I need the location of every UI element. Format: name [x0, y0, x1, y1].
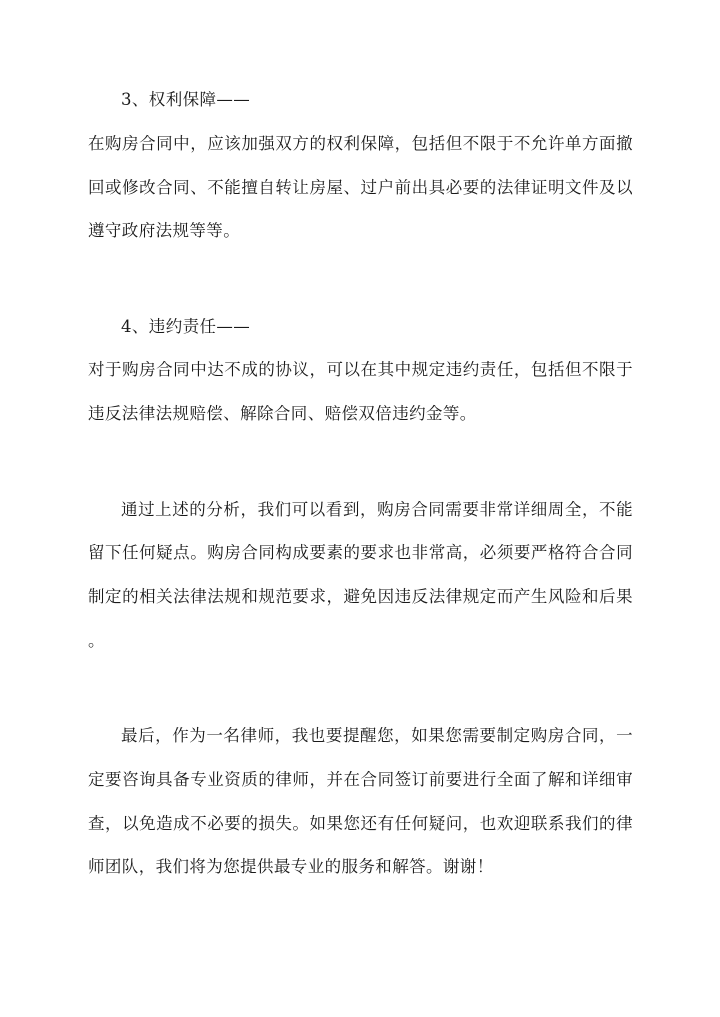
- paragraph-line: 。: [88, 631, 105, 650]
- paragraph-line: 最后，作为一名律师，我也要提醒您，如果您需要制定购房合同，一: [121, 726, 633, 745]
- section-heading: 4、违约责任——: [121, 317, 251, 336]
- paragraph-line: 遵守政府法规等等。: [88, 221, 241, 240]
- paragraph-line: 违反法律法规赔偿、解除合同、赔偿双倍违约金等。: [88, 404, 477, 423]
- paragraph-line: 留下任何疑点。购房合同构成要素的要求也非常高，必须要严格符合合同: [88, 543, 633, 562]
- paragraph-line: 通过上述的分析，我们可以看到，购房合同需要非常详细周全，不能: [121, 500, 633, 519]
- paragraph-line: 制定的相关法律法规和规范要求，避免因违反法律规定而产生风险和后果: [88, 587, 633, 606]
- section-heading: 3、权利保障——: [121, 90, 251, 109]
- paragraph-line: 在购房合同中，应该加强双方的权利保障，包括但不限于不允许单方面撤: [88, 134, 633, 153]
- paragraph-line: 对于购房合同中达不成的协议，可以在其中规定违约责任，包括但不限于: [88, 360, 633, 379]
- paragraph-line: 师团队，我们将为您提供最专业的服务和解答。谢谢！: [88, 857, 494, 876]
- paragraph-line: 查，以免造成不必要的损失。如果您还有任何疑问，也欢迎联系我们的律: [88, 814, 633, 833]
- paragraph-line: 回或修改合同、不能擅自转让房屋、过户前出具必要的法律证明文件及以: [88, 178, 633, 197]
- paragraph-line: 定要咨询具备专业资质的律师，并在合同签订前要进行全面了解和详细审: [88, 770, 633, 789]
